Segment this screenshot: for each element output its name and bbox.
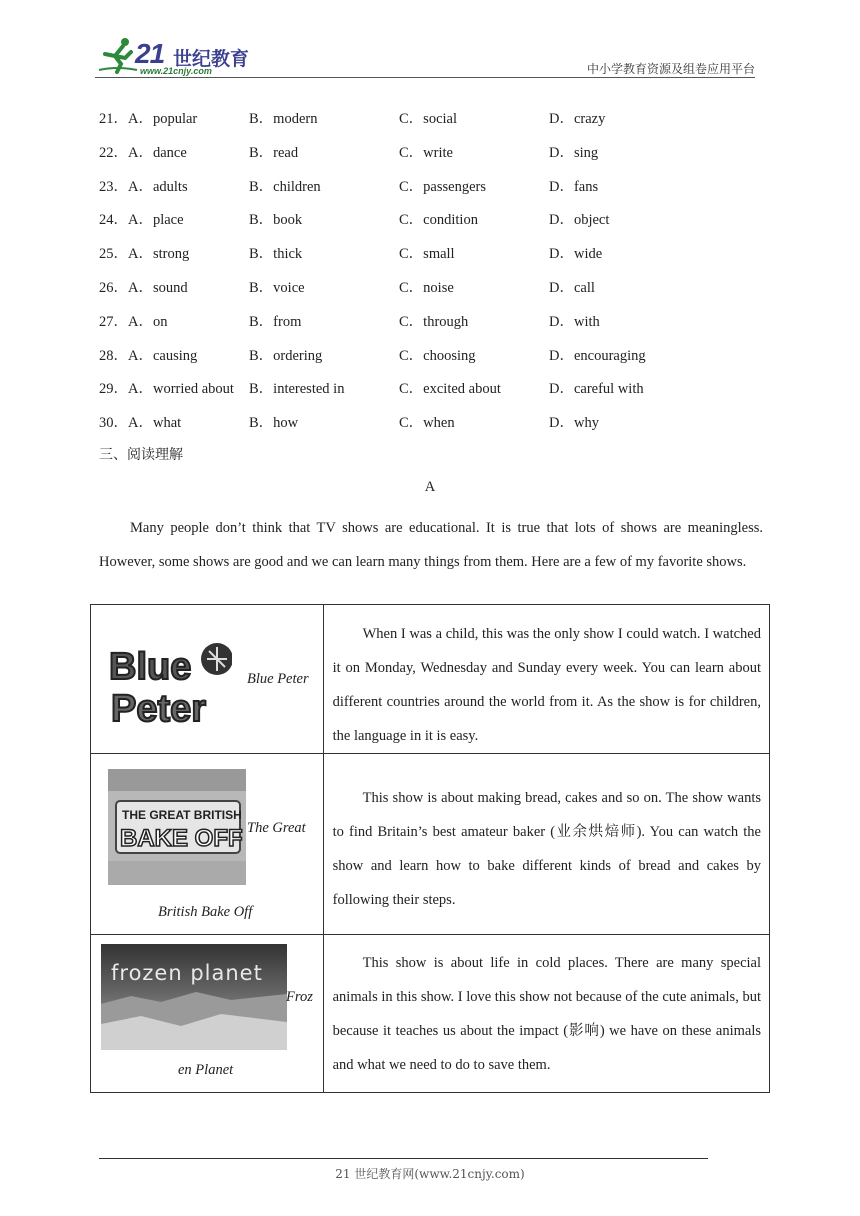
question-number-and-option-a <box>99 208 184 229</box>
question-number-and-option-a <box>99 411 181 432</box>
question-number-and-option-a <box>99 107 197 128</box>
option-b[interactable]: B．modern <box>249 111 318 127</box>
bake-off-logo-image <box>108 769 246 885</box>
option-a[interactable]: A．sound <box>128 280 188 296</box>
table-row <box>91 605 770 754</box>
option-b[interactable]: B．ordering <box>249 347 323 364</box>
option-a[interactable]: A．dance <box>128 144 187 161</box>
question-number-and-option-a <box>99 344 197 365</box>
header-platform-text: 中小学教育资源及组卷应用平台 <box>586 62 755 76</box>
logo-url: www.21cnjy.com <box>140 66 212 76</box>
intro-paragraph: Many people don’t think that TV shows are educational. It is true that lots of shows are meaningless. However, some shows are good and we can learn many things from them. Here are a few of my favorite shows. <box>99 520 763 570</box>
option-c[interactable]: C．small <box>399 246 455 263</box>
table-row <box>91 754 770 935</box>
option-a[interactable]: A．strong <box>128 246 190 263</box>
question-number-and-option-a <box>99 141 187 162</box>
option-b[interactable]: B．thick <box>249 246 303 263</box>
question-number: 21． <box>99 111 128 127</box>
question-number-and-option-a <box>99 242 189 263</box>
frozen-planet-image <box>101 944 287 1050</box>
bake-off-logo-text-1: THE GREAT BRITISH <box>122 808 242 822</box>
shows-table <box>90 604 770 1093</box>
option-c[interactable]: C．noise <box>399 280 454 296</box>
blue-peter-logo-text-2: Peter <box>111 688 207 730</box>
runner-icon <box>95 36 139 76</box>
option-b[interactable]: B．children <box>249 178 321 195</box>
show-description: This show is about making bread, cakes and so on. The show wants to find Britain’s best amateur baker (业余烘焙师). You can watch the show and learn how to bake different kinds of bread and cakes by following their steps. <box>332 790 761 908</box>
show-caption-continued: en Planet <box>178 1062 234 1078</box>
header-divider <box>95 77 755 78</box>
option-d[interactable]: D．wide <box>549 246 603 263</box>
show-image-cell <box>91 605 324 754</box>
question-number: 25． <box>99 246 128 263</box>
option-d[interactable]: D．call <box>549 280 595 296</box>
option-b[interactable]: B．from <box>249 313 302 330</box>
show-description-cell <box>323 935 769 1093</box>
show-caption: The Great <box>247 820 306 836</box>
show-caption: Blue Peter <box>247 671 309 687</box>
bake-off-logo-text-2: BAKE OFF <box>120 825 243 852</box>
footer-divider <box>99 1158 708 1159</box>
question-number: 28． <box>99 347 128 364</box>
question-number: 26． <box>99 280 128 296</box>
option-b[interactable]: B．how <box>249 415 299 432</box>
option-a[interactable]: A．on <box>128 313 168 330</box>
option-c[interactable]: C．excited about <box>399 381 501 398</box>
show-caption: Froz <box>286 989 313 1005</box>
show-description-cell <box>323 605 769 754</box>
page-header <box>0 0 860 80</box>
option-c[interactable]: C．choosing <box>399 347 476 364</box>
option-b[interactable]: B．read <box>249 144 299 161</box>
option-d[interactable]: D．with <box>549 313 600 330</box>
site-logo[interactable] <box>95 34 265 78</box>
option-a[interactable]: A．place <box>128 212 184 229</box>
option-c[interactable]: C．condition <box>399 212 478 229</box>
table-row <box>91 935 770 1093</box>
show-image-cell <box>91 754 324 935</box>
show-caption-continued: British Bake Off <box>158 904 253 920</box>
option-c[interactable]: C．passengers <box>399 178 486 195</box>
question-number: 27． <box>99 313 128 330</box>
question-number: 24． <box>99 212 128 229</box>
option-c[interactable]: C．write <box>399 144 453 161</box>
show-image-cell <box>91 935 324 1093</box>
footer-text[interactable]: 21 世纪教育网(www.21cnjy.com) <box>335 1167 525 1181</box>
option-a[interactable]: A．adults <box>128 178 188 195</box>
option-c[interactable]: C．through <box>399 313 469 330</box>
logo-number: 21 <box>135 38 165 69</box>
option-b[interactable]: B．voice <box>249 280 305 296</box>
option-d[interactable]: D．encouraging <box>549 347 646 364</box>
option-c[interactable]: C．when <box>399 415 455 432</box>
option-d[interactable]: D．sing <box>549 144 599 161</box>
option-a[interactable]: A．worried about <box>128 381 234 398</box>
option-a[interactable]: A．what <box>128 415 182 432</box>
option-d[interactable]: D．why <box>549 415 599 432</box>
option-d[interactable]: D．crazy <box>549 111 606 127</box>
question-number: 29． <box>99 381 128 398</box>
question-number: 22． <box>99 144 128 161</box>
option-d[interactable]: D．careful with <box>549 381 644 398</box>
passage-label: A <box>424 479 436 495</box>
question-number-and-option-a <box>99 175 188 196</box>
question-number: 23． <box>99 178 128 195</box>
option-b[interactable]: B．book <box>249 212 303 229</box>
question-number-and-option-a <box>99 310 167 331</box>
blue-peter-logo-text-1: Blue <box>109 646 192 688</box>
section-title: 三、阅读理解 <box>99 447 183 463</box>
option-a[interactable]: A．causing <box>128 347 198 364</box>
show-description-cell <box>323 754 769 935</box>
option-b[interactable]: B．interested in <box>249 381 345 398</box>
logo-text: 世纪教育 <box>173 48 250 70</box>
option-a[interactable]: A．popular <box>128 111 198 127</box>
show-description: When I was a child, this was the only show I could watch. I watched it on Monday, Wednesday and Sunday every week. You can learn about different countries around the world from it. As the show is for children, the language in it is easy. <box>332 626 761 744</box>
question-number-and-option-a <box>99 276 188 297</box>
frozen-planet-logo-text: frozen planet <box>111 961 263 985</box>
question-number-and-option-a <box>99 377 234 398</box>
option-d[interactable]: D．fans <box>549 178 599 195</box>
option-c[interactable]: C．social <box>399 111 457 127</box>
question-number: 30． <box>99 415 128 432</box>
option-d[interactable]: D．object <box>549 212 610 229</box>
show-description: This show is about life in cold places. There are many special animals in this show. I love this show not because of the cute animals, but because it teaches us about the impact (影响) we have on these animals and what we need to do to save them. <box>332 955 761 1073</box>
blue-peter-logo-image <box>107 631 232 741</box>
